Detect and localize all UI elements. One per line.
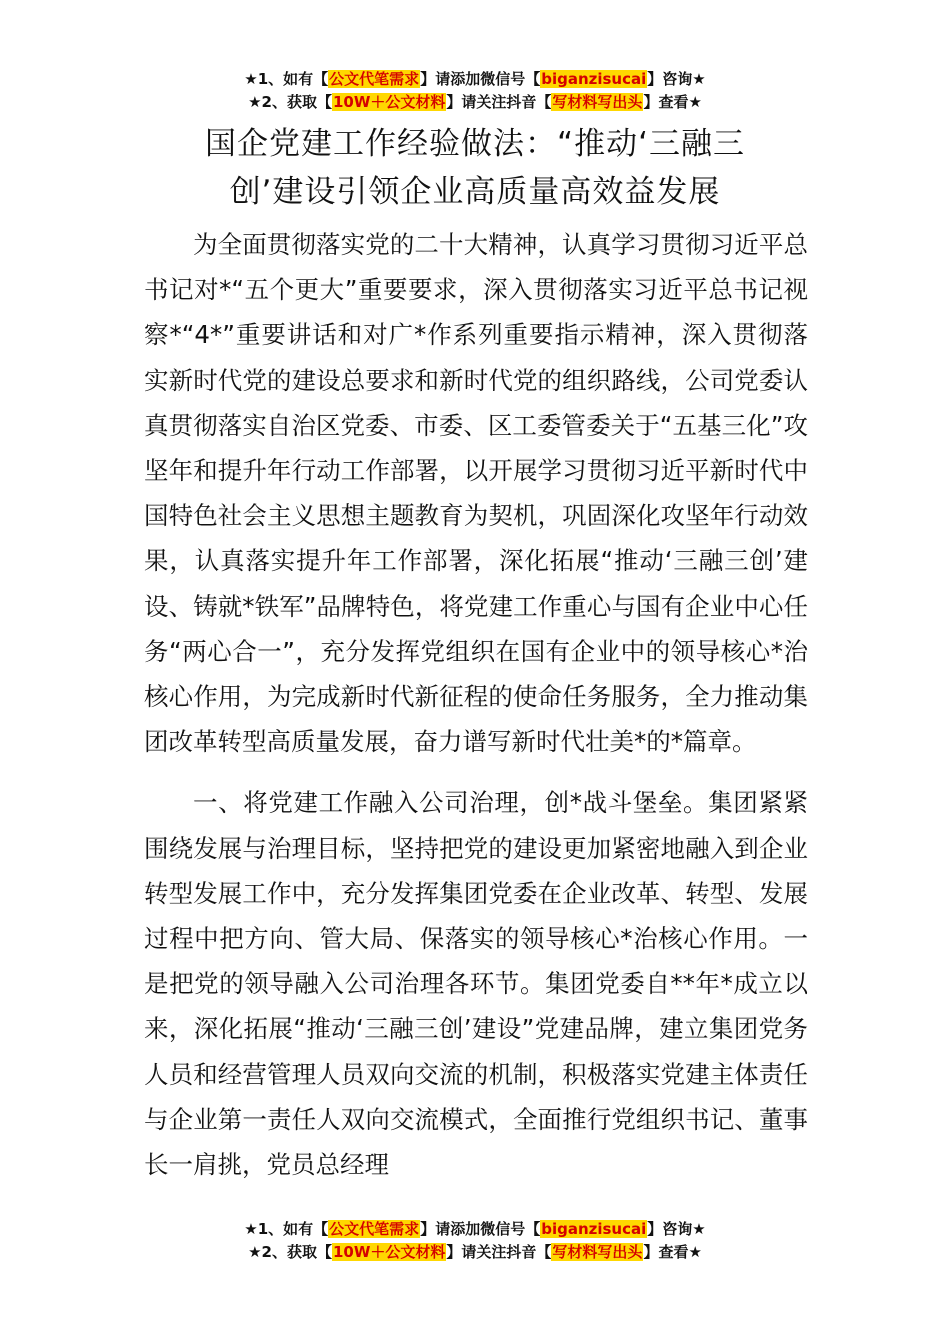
promo-highlight: biganzisucai [541,70,647,88]
body-paragraph-1: 为全面贯彻落实党的二十大精神，认真学习贯彻习近平总书记对*“五个更大”重要要求，深入贯彻落实习近平总书记视察*“4*”重要讲话和对广*作系列重要指示精神，深入贯彻落实新时代党的建设总要求和新时代党的组织路线，公司党委认真贯彻落实自治区党委、市委、区工委管委关于“五基三化”攻坚年和提升年行动工作部署，以开展学习贯彻习近平新时代中国特色社会主义思想主题教育为契机，巩固深化攻坚年行动效果，认真落实提升年工作部署，深化拓展“推动‘三融三创’建设、铸就*铁军”品牌特色，将党建工作重心与国有企业中心任务“两心合一”，充分发挥党组织在国有企业中的领导核心*治核心作用，为完成新时代新征程的使命任务服务，全力推动集团改革转型高质量发展，奋力谱写新时代壮美*的*篇章。 [144,230,809,757]
promo-text: 】请添加微信号【 [420,70,541,88]
document-title [0,120,950,216]
promo-highlight: 公文代笔需求 [329,1220,420,1238]
promo-text: 】请关注抖音【 [446,1243,552,1261]
promo-line-1 [0,68,950,91]
promo-line-2 [0,91,950,114]
promo-highlight: 公文代笔需求 [329,70,420,88]
header-promo-banner [0,68,950,114]
promo-text: 】咨询★ [647,1220,706,1238]
promo-text: 】请添加微信号【 [420,1220,541,1238]
promo-line-1 [0,1218,950,1241]
body-paragraph-2: 一、将党建工作融入公司治理，创*战斗堡垒。集团紧紧围绕发展与治理目标，坚持把党的建设更加紧密地融入到企业转型发展工作中，充分发挥集团党委在企业改革、转型、发展过程中把方向、管大局、保落实的领导核心*治核心作用。一是把党的领导融入公司治理各环节。集团党委自**年*成立以来，深化拓展“推动‘三融三创’建设”党建品牌，建立集团党务人员和经营管理人员双向交流的机制，积极落实党建主体责任与企业第一责任人双向交流模式，全面推行党组织书记、董事长一肩挑，党员总经理 [144,788,808,1180]
promo-text: 】请关注抖音【 [446,93,552,111]
promo-highlight: 10W＋公文材料 [332,1243,446,1261]
document-body [144,222,808,1187]
promo-highlight: biganzisucai [541,1220,647,1238]
promo-text: ★2、获取【 [248,93,332,111]
promo-highlight: 写材料写出头 [552,93,643,111]
promo-text: ★1、如有【 [244,1220,329,1238]
promo-text: 】查看★ [643,1243,702,1261]
promo-highlight: 写材料写出头 [552,1243,643,1261]
promo-text: ★2、获取【 [248,1243,332,1261]
promo-text: 】咨询★ [647,70,706,88]
promo-line-2 [0,1241,950,1264]
promo-text: 】查看★ [643,93,702,111]
title-line-1: 国企党建工作经验做法：“推动‘三融三 [205,126,745,162]
promo-text: ★1、如有【 [244,70,329,88]
footer-promo-banner [0,1218,950,1264]
title-line-2: 创’建设引领企业高质量高效益发展 [229,174,721,210]
promo-highlight: 10W＋公文材料 [332,93,446,111]
